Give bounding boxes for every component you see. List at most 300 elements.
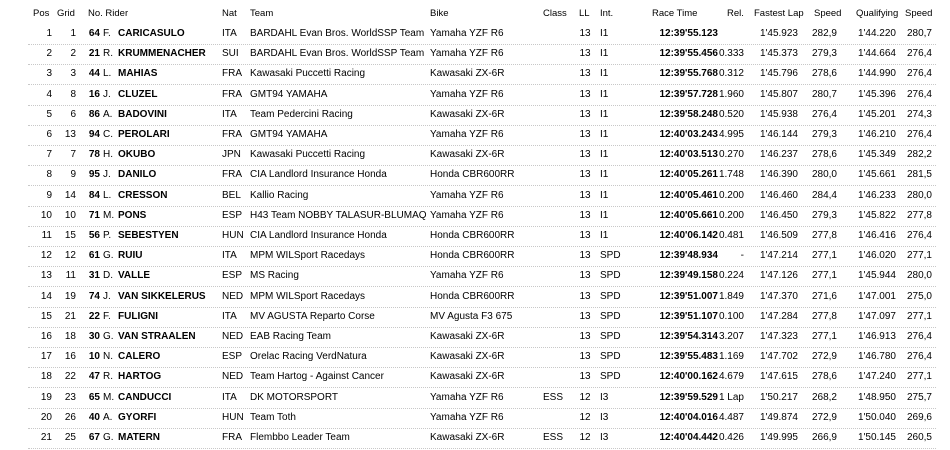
cell-number: 44 <box>88 68 100 80</box>
cell-team: BARDAHL Evan Bros. WorldSSP Team <box>250 48 425 60</box>
cell-qual-speed: 275,0 <box>906 290 932 302</box>
cell-grid: 25 <box>64 432 76 443</box>
result-row <box>0 347 950 367</box>
cell-speed: 271,6 <box>811 290 837 302</box>
cell-race-time: 12:39'58.248 <box>659 108 718 120</box>
cell-grid: 18 <box>64 331 76 342</box>
cell-int: I1 <box>600 48 609 60</box>
cell-team: DK MOTORSPORT <box>250 391 338 403</box>
cell-rel: 0.224 <box>718 270 744 282</box>
cell-team: Flembbo Leader Team <box>250 432 350 443</box>
cell-rel: 0.333 <box>718 48 744 60</box>
cell-surname: CALERO <box>118 351 161 363</box>
cell-bike: Yamaha YZF R6 <box>430 391 504 403</box>
cell-grid: 13 <box>64 129 76 140</box>
cell-int: I1 <box>600 88 609 100</box>
cell-int: SPD <box>600 270 621 282</box>
cell-fastest-lap: 1'50.217 <box>759 391 798 403</box>
cell-qualifying: 1'48.950 <box>857 391 896 403</box>
cell-qualifying: 1'47.240 <box>857 371 896 383</box>
cell-speed: 266,9 <box>811 432 837 443</box>
cell-qual-speed: 276,4 <box>906 331 932 342</box>
cell-rel: 1.169 <box>718 351 744 363</box>
result-row <box>0 145 950 165</box>
cell-int: SPD <box>600 331 621 342</box>
cell-fastest-lap: 1'49.874 <box>759 411 798 423</box>
cell-bike: Kawasaki ZX-6R <box>430 351 505 363</box>
cell-laps: 13 <box>579 129 591 140</box>
header-nat: Nat <box>222 8 237 19</box>
cell-number: 21 <box>88 48 100 60</box>
cell-surname: VAN STRAALEN <box>118 331 196 342</box>
cell-number: 47 <box>88 371 100 383</box>
cell-pos: 5 <box>46 108 52 120</box>
cell-pos: 4 <box>46 88 52 100</box>
header-qualifying: Qualifying <box>856 8 899 19</box>
cell-qual-speed: 275,7 <box>906 391 932 403</box>
cell-int: SPD <box>600 250 621 262</box>
cell-team: CIA Landlord Insurance Honda <box>250 230 387 241</box>
cell-bike: Yamaha YZF R6 <box>430 270 504 282</box>
cell-qual-speed: 260,5 <box>906 432 932 443</box>
cell-laps: 13 <box>579 28 591 39</box>
result-row <box>0 266 950 286</box>
cell-number: 22 <box>88 310 100 322</box>
cell-fastest-lap: 1'47.126 <box>759 270 798 282</box>
cell-rel: 0.312 <box>718 68 744 80</box>
cell-pos: 2 <box>46 48 52 60</box>
cell-rel: 1 Lap <box>718 391 744 403</box>
cell-qual-speed: 269,6 <box>906 411 932 423</box>
cell-int: I1 <box>600 68 609 80</box>
result-row <box>0 287 950 307</box>
cell-laps: 13 <box>579 270 591 282</box>
cell-qualifying: 1'44.990 <box>857 68 896 80</box>
cell-team: GMT94 YAMAHA <box>250 129 328 140</box>
cell-speed: 280,7 <box>811 88 837 100</box>
cell-pos: 17 <box>40 351 52 363</box>
result-row <box>0 226 950 246</box>
cell-fastest-lap: 1'47.214 <box>759 250 798 262</box>
cell-rel: 4.487 <box>718 411 744 423</box>
cell-surname: VAN SIKKELERUS <box>118 290 206 302</box>
cell-rel: 0.200 <box>718 189 744 201</box>
cell-team: GMT94 YAMAHA <box>250 88 328 100</box>
cell-qual-speed: 277,8 <box>906 209 932 221</box>
cell-grid: 7 <box>70 149 76 161</box>
cell-fastest-lap: 1'46.144 <box>759 129 798 140</box>
cell-laps: 13 <box>579 371 591 383</box>
cell-initial: F. <box>103 310 111 322</box>
cell-number: 67 <box>88 432 100 443</box>
cell-bike: Yamaha YZF R6 <box>430 209 504 221</box>
cell-int: I3 <box>600 432 609 443</box>
cell-race-time: 12:40'04.442 <box>659 432 718 443</box>
result-row <box>0 388 950 408</box>
cell-race-time: 12:39'49.158 <box>659 270 718 282</box>
cell-qualifying: 1'46.416 <box>857 230 896 241</box>
cell-nat: ESP <box>222 270 243 282</box>
cell-speed: 277,8 <box>811 230 837 241</box>
cell-laps: 13 <box>579 149 591 161</box>
result-row <box>0 24 950 44</box>
cell-surname: CARICASULO <box>118 28 185 39</box>
cell-team: EAB Racing Team <box>250 331 331 342</box>
cell-number: 56 <box>88 230 100 241</box>
cell-qual-speed: 276,4 <box>906 88 932 100</box>
cell-team: Kawasaki Puccetti Racing <box>250 68 366 80</box>
cell-surname: RUIU <box>118 250 143 262</box>
cell-fastest-lap: 1'45.796 <box>759 68 798 80</box>
cell-pos: 18 <box>40 371 52 383</box>
cell-int: I1 <box>600 169 609 181</box>
cell-pos: 6 <box>46 129 52 140</box>
cell-fastest-lap: 1'45.938 <box>759 108 798 120</box>
header-speed-qualifying: Speed <box>905 8 933 19</box>
cell-race-time: 12:40'03.513 <box>659 149 718 161</box>
cell-laps: 13 <box>579 88 591 100</box>
cell-qual-speed: 277,1 <box>906 250 932 262</box>
cell-speed: 268,2 <box>811 391 837 403</box>
cell-surname: PEROLARI <box>118 129 170 140</box>
cell-initial: M. <box>103 209 115 221</box>
cell-bike: Kawasaki ZX-6R <box>430 331 505 342</box>
cell-surname: PONS <box>118 209 147 221</box>
cell-fastest-lap: 1'47.284 <box>759 310 798 322</box>
cell-laps: 12 <box>579 432 591 443</box>
header-pos: Pos <box>33 8 50 19</box>
cell-team: Team Toth <box>250 411 296 423</box>
cell-speed: 277,1 <box>811 270 837 282</box>
cell-race-time: 12:39'51.107 <box>659 310 718 322</box>
cell-surname: CLUZEL <box>118 88 158 100</box>
cell-team: MV AGUSTA Reparto Corse <box>250 310 375 322</box>
cell-race-time: 12:40'05.461 <box>659 189 718 201</box>
result-row <box>0 428 950 448</box>
cell-number: 16 <box>88 88 100 100</box>
cell-laps: 13 <box>579 331 591 342</box>
cell-team: Team Pedercini Racing <box>250 108 353 120</box>
cell-speed: 278,6 <box>811 371 837 383</box>
cell-bike: Honda CBR600RR <box>430 250 515 262</box>
cell-qualifying: 1'45.661 <box>857 169 896 181</box>
cell-rel: 0.270 <box>718 149 744 161</box>
cell-speed: 272,9 <box>811 351 837 363</box>
cell-initial: H. <box>103 149 113 161</box>
cell-surname: MATERN <box>118 432 161 443</box>
cell-speed: 276,4 <box>811 108 837 120</box>
cell-bike: Honda CBR600RR <box>430 230 515 241</box>
cell-fastest-lap: 1'45.807 <box>759 88 798 100</box>
cell-number: 40 <box>88 411 100 423</box>
result-row <box>0 206 950 226</box>
cell-surname: BADOVINI <box>118 108 167 120</box>
cell-qualifying: 1'50.040 <box>857 411 896 423</box>
cell-team: Kallio Racing <box>250 189 309 201</box>
cell-speed: 277,8 <box>811 310 837 322</box>
cell-race-time: 12:39'55.123 <box>659 28 718 39</box>
cell-rel: 1.748 <box>718 169 744 181</box>
header-speed: Speed <box>814 8 842 19</box>
cell-initial: J. <box>103 290 111 302</box>
cell-team: Orelac Racing VerdNatura <box>250 351 367 363</box>
cell-number: 64 <box>88 28 100 39</box>
cell-pos: 3 <box>46 68 52 80</box>
cell-team: Kawasaki Puccetti Racing <box>250 149 366 161</box>
cell-speed: 279,3 <box>811 209 837 221</box>
cell-qualifying: 1'44.220 <box>857 28 896 39</box>
cell-pos: 14 <box>40 290 52 302</box>
cell-fastest-lap: 1'47.370 <box>759 290 798 302</box>
cell-qual-speed: 280,0 <box>906 270 932 282</box>
cell-int: I3 <box>600 391 609 403</box>
cell-class: ESS <box>543 432 564 443</box>
cell-surname: KRUMMENACHER <box>118 48 206 60</box>
cell-qual-speed: 280,0 <box>906 189 932 201</box>
cell-grid: 10 <box>64 209 76 221</box>
cell-grid: 19 <box>64 290 76 302</box>
cell-fastest-lap: 1'47.615 <box>759 371 798 383</box>
cell-speed: 280,0 <box>811 169 837 181</box>
cell-team: H43 Team NOBBY TALASUR-BLUMAQ <box>250 209 427 221</box>
cell-surname: CANDUCCI <box>118 391 172 403</box>
cell-surname: GYORFI <box>118 411 157 423</box>
cell-fastest-lap: 1'46.237 <box>759 149 798 161</box>
cell-number: 71 <box>88 209 100 221</box>
cell-grid: 8 <box>70 88 76 100</box>
header-ll: LL <box>579 8 590 19</box>
cell-qual-speed: 280,7 <box>906 28 932 39</box>
header-class: Class <box>543 8 567 19</box>
cell-fastest-lap: 1'45.923 <box>759 28 798 39</box>
cell-bike: Yamaha YZF R6 <box>430 411 504 423</box>
cell-grid: 23 <box>64 391 76 403</box>
cell-bike: Kawasaki ZX-6R <box>430 68 505 80</box>
cell-bike: Yamaha YZF R6 <box>430 189 504 201</box>
cell-qualifying: 1'46.020 <box>857 250 896 262</box>
cell-rel: 4.679 <box>718 371 744 383</box>
cell-surname: OKUBO <box>118 149 156 161</box>
cell-race-time: 12:39'55.768 <box>659 68 718 80</box>
cell-laps: 13 <box>579 48 591 60</box>
cell-qualifying: 1'45.201 <box>857 108 896 120</box>
cell-number: 30 <box>88 331 100 342</box>
cell-fastest-lap: 1'46.460 <box>759 189 798 201</box>
cell-int: I1 <box>600 108 609 120</box>
cell-fastest-lap: 1'46.509 <box>759 230 798 241</box>
cell-nat: BEL <box>222 189 241 201</box>
cell-number: 78 <box>88 149 100 161</box>
cell-speed: 282,9 <box>811 28 837 39</box>
cell-grid: 3 <box>70 68 76 80</box>
cell-surname: SEBESTYEN <box>118 230 179 241</box>
cell-surname: DANILO <box>118 169 157 181</box>
cell-bike: Honda CBR600RR <box>430 169 515 181</box>
cell-nat: JPN <box>222 149 241 161</box>
header-rider: No. Rider <box>88 8 129 19</box>
cell-pos: 21 <box>40 432 52 443</box>
cell-race-time: 12:40'04.016 <box>659 411 718 423</box>
cell-race-time: 12:40'03.243 <box>659 129 718 140</box>
cell-bike: Kawasaki ZX-6R <box>430 432 505 443</box>
cell-qual-speed: 276,4 <box>906 351 932 363</box>
cell-qualifying: 1'50.145 <box>857 432 896 443</box>
cell-speed: 277,1 <box>811 250 837 262</box>
cell-fastest-lap: 1'47.702 <box>759 351 798 363</box>
cell-qual-speed: 282,2 <box>906 149 932 161</box>
cell-qual-speed: 281,5 <box>906 169 932 181</box>
cell-qual-speed: 274,3 <box>906 108 932 120</box>
header-int: Int. <box>600 8 614 19</box>
cell-nat: NED <box>222 331 244 342</box>
result-row <box>0 307 950 327</box>
result-row <box>0 44 950 64</box>
cell-initial: R. <box>103 48 113 60</box>
cell-speed: 278,6 <box>811 149 837 161</box>
cell-nat: ESP <box>222 351 243 363</box>
cell-number: 65 <box>88 391 100 403</box>
cell-race-time: 12:39'55.456 <box>659 48 718 60</box>
cell-nat: FRA <box>222 169 242 181</box>
result-row <box>0 125 950 145</box>
cell-int: SPD <box>600 290 621 302</box>
cell-nat: ITA <box>222 310 237 322</box>
cell-number: 86 <box>88 108 100 120</box>
cell-initial: L. <box>103 189 112 201</box>
cell-int: SPD <box>600 371 621 383</box>
cell-int: I1 <box>600 149 609 161</box>
result-row <box>0 165 950 185</box>
cell-qual-speed: 276,4 <box>906 68 932 80</box>
header-grid: Grid <box>57 8 75 19</box>
cell-grid: 12 <box>64 250 76 262</box>
cell-initial: A. <box>103 411 113 423</box>
cell-race-time: 12:40'00.162 <box>659 371 718 383</box>
cell-race-time: 12:40'05.661 <box>659 209 718 221</box>
cell-grid: 16 <box>64 351 76 363</box>
cell-pos: 7 <box>46 149 52 161</box>
cell-number: 95 <box>88 169 100 181</box>
cell-team: MPM WILSport Racedays <box>250 250 366 262</box>
result-row <box>0 367 950 387</box>
cell-nat: NED <box>222 371 244 383</box>
cell-race-time: 12:39'51.007 <box>659 290 718 302</box>
header-rel: Rel. <box>727 8 744 19</box>
cell-nat: ITA <box>222 250 237 262</box>
cell-laps: 13 <box>579 310 591 322</box>
cell-number: 94 <box>88 129 100 140</box>
cell-fastest-lap: 1'47.323 <box>759 331 798 342</box>
cell-team: MPM WILSport Racedays <box>250 290 366 302</box>
cell-race-time: 12:40'06.142 <box>659 230 718 241</box>
cell-race-time: 12:40'05.261 <box>659 169 718 181</box>
cell-team: MS Racing <box>250 270 299 282</box>
cell-qualifying: 1'47.001 <box>857 290 896 302</box>
cell-pos: 9 <box>46 189 52 201</box>
cell-number: 61 <box>88 250 100 262</box>
cell-rel: 0.426 <box>718 432 744 443</box>
cell-initial: G. <box>103 331 114 342</box>
cell-laps: 13 <box>579 290 591 302</box>
cell-team: BARDAHL Evan Bros. WorldSSP Team <box>250 28 425 39</box>
cell-int: I1 <box>600 189 609 201</box>
header-fastest-lap: Fastest Lap <box>754 8 804 19</box>
cell-surname: CRESSON <box>118 189 168 201</box>
cell-laps: 13 <box>579 230 591 241</box>
cell-bike: Kawasaki ZX-6R <box>430 149 505 161</box>
cell-speed: 279,3 <box>811 48 837 60</box>
cell-pos: 15 <box>40 310 52 322</box>
cell-qualifying: 1'44.664 <box>857 48 896 60</box>
cell-qualifying: 1'45.349 <box>857 149 896 161</box>
cell-number: 84 <box>88 189 100 201</box>
cell-surname: FULIGNI <box>118 310 158 322</box>
cell-race-time: 12:39'48.934 <box>659 250 718 262</box>
cell-grid: 6 <box>70 108 76 120</box>
cell-pos: 16 <box>40 331 52 342</box>
cell-int: I1 <box>600 209 609 221</box>
result-row <box>0 85 950 105</box>
cell-nat: HUN <box>222 411 244 423</box>
cell-laps: 13 <box>579 250 591 262</box>
cell-qual-speed: 277,1 <box>906 371 932 383</box>
cell-qualifying: 1'47.097 <box>857 310 896 322</box>
header-row <box>0 4 950 24</box>
cell-nat: FRA <box>222 88 242 100</box>
cell-qual-speed: 277,1 <box>906 310 932 322</box>
cell-team: CIA Landlord Insurance Honda <box>250 169 387 181</box>
cell-qualifying: 1'46.233 <box>857 189 896 201</box>
cell-qual-speed: 276,4 <box>906 230 932 241</box>
cell-laps: 13 <box>579 68 591 80</box>
cell-grid: 22 <box>64 371 76 383</box>
cell-rel: 0.520 <box>718 108 744 120</box>
cell-surname: MAHIAS <box>118 68 158 80</box>
cell-rel: 0.200 <box>718 209 744 221</box>
cell-grid: 2 <box>70 48 76 60</box>
result-row <box>0 327 950 347</box>
cell-qualifying: 1'46.780 <box>857 351 896 363</box>
cell-pos: 1 <box>46 28 52 39</box>
cell-qual-speed: 276,4 <box>906 48 932 60</box>
cell-pos: 8 <box>46 169 52 181</box>
cell-laps: 12 <box>579 411 591 423</box>
result-row <box>0 105 950 125</box>
cell-fastest-lap: 1'49.995 <box>759 432 798 443</box>
cell-fastest-lap: 1'46.450 <box>759 209 798 221</box>
cell-initial: P. <box>103 230 112 241</box>
cell-initial: L. <box>103 68 112 80</box>
cell-initial: J. <box>103 169 111 181</box>
cell-bike: Yamaha YZF R6 <box>430 129 504 140</box>
cell-laps: 13 <box>579 351 591 363</box>
cell-laps: 13 <box>579 189 591 201</box>
cell-rel: 1.960 <box>718 88 744 100</box>
cell-bike: Kawasaki ZX-6R <box>430 371 505 383</box>
cell-nat: FRA <box>222 432 242 443</box>
cell-int: I1 <box>600 230 609 241</box>
cell-surname: VALLE <box>118 270 151 282</box>
header-bike: Bike <box>430 8 449 19</box>
cell-bike: Yamaha YZF R6 <box>430 28 504 39</box>
cell-initial: R. <box>103 371 113 383</box>
cell-initial: C. <box>103 129 113 140</box>
cell-nat: NED <box>222 290 244 302</box>
cell-race-time: 12:39'57.728 <box>659 88 718 100</box>
cell-qualifying: 1'46.913 <box>857 331 896 342</box>
cell-initial: M. <box>103 391 115 403</box>
cell-grid: 26 <box>64 411 76 423</box>
